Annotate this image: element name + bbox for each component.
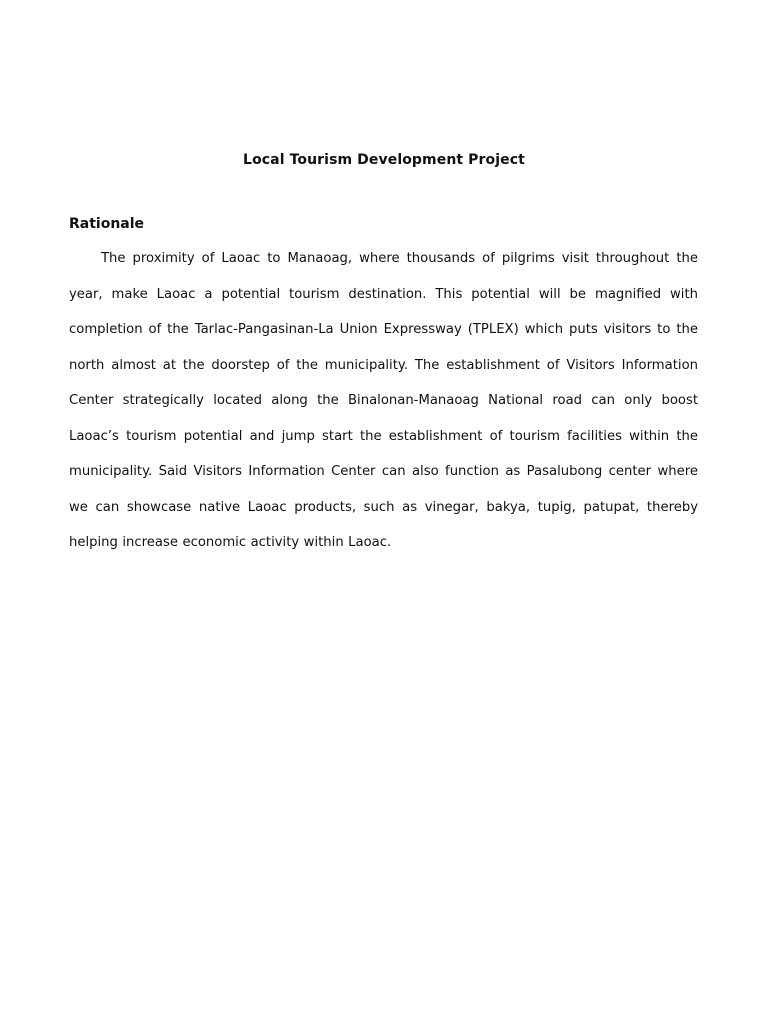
section-heading-rationale: Rationale	[69, 216, 145, 232]
rationale-paragraph: The proximity of Laoac to Manaoag, where thousands of pilgrims visit throughout the year, make Laoac a potential tourism destination. This potential will be magnified with completion of the Tarlac-Pangasinan-La Union Expressway (TPLEX) which puts visitors to the north almost at the doorstep of the municipality. The establishment of Visitors Information Center strategically located along the Binalonan-Manaoag National road can only boost Laoac’s tourism potential and jump start the establishment of tourism facilities within the municipality. Said Visitors Information Center can also function as Pasalubong center where we can showcase native Laoac products, such as vinegar, bakya, tupig, patupat, thereby helping increase economic activity within Laoac.	[69, 251, 698, 550]
document-title: Local Tourism Development Project	[243, 152, 525, 168]
